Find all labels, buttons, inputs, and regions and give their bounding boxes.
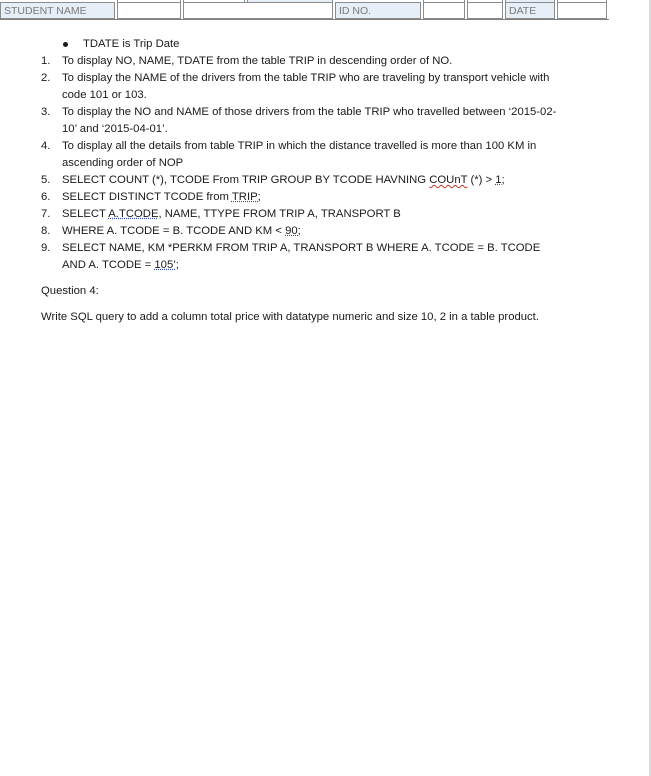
question-heading: Question 4: <box>41 285 99 297</box>
list-item <box>0 104 651 138</box>
item-number: 5. <box>41 174 51 186</box>
bullet-icon <box>63 42 68 47</box>
item-number: 1. <box>41 55 51 67</box>
list-item <box>0 189 651 206</box>
item-text-part: SELECT <box>62 208 109 220</box>
list-item <box>0 70 651 104</box>
item-number: 6. <box>41 191 51 203</box>
item-text: To display the NAME of the drivers from the table TRIP who are traveling by transport vehicle with code 101 or 103. <box>62 72 550 101</box>
item-text-part: , NAME, TTYPE FROM TRIP A, TRANSPORT B <box>158 208 401 220</box>
id-no-field[interactable] <box>423 2 465 19</box>
list-item <box>0 223 651 240</box>
item-number: 7. <box>41 208 51 220</box>
item-number: 4. <box>41 140 51 152</box>
document-body <box>0 36 651 326</box>
note-text: TDATE is Trip Date <box>83 38 180 50</box>
item-number: 2. <box>41 72 51 84</box>
note-bullet <box>0 36 651 53</box>
item-text: To display the NO and NAME of those drivers from the table TRIP who travelled between ‘2015-02-10’ and ‘2015-04-01’. <box>62 106 557 135</box>
item-text: To display NO, NAME, TDATE from the table TRIP in descending order of NO. <box>62 55 453 67</box>
item-text <box>62 242 540 271</box>
grammar-mark: TRIP; <box>231 191 261 203</box>
list-item <box>0 172 651 189</box>
item-text-part: WHERE A. TCODE = B. TCODE AND KM < <box>62 225 286 237</box>
list-item <box>0 240 651 274</box>
item-text-part: (*) > <box>467 174 496 186</box>
spelling-mark: COUnT <box>429 174 468 186</box>
item-text: To display all the details from table TRIP in which the distance travelled is more than 100 KM in ascending order of NOP <box>62 140 537 169</box>
id-no-field[interactable] <box>467 2 503 19</box>
student-name-label: STUDENT NAME <box>0 2 115 19</box>
item-text <box>62 174 505 186</box>
grammar-mark: A.TCODE <box>108 208 159 220</box>
item-text <box>62 208 401 220</box>
list-item <box>0 53 651 70</box>
item-text-part: SELECT NAME, KM *PERKM FROM TRIP A, TRANSPORT B WHERE A. TCODE = B. TCODE AND A. TCODE = <box>62 242 541 271</box>
date-field[interactable] <box>557 2 607 19</box>
id-no-label: ID NO. <box>335 2 421 19</box>
item-number: 3. <box>41 106 51 118</box>
item-text <box>62 225 301 237</box>
date-label: DATE <box>505 2 555 19</box>
grammar-mark: 105’; <box>154 259 179 271</box>
list-item <box>0 138 651 172</box>
student-name-field[interactable] <box>117 2 181 19</box>
item-text <box>62 191 261 203</box>
item-text-part: SELECT DISTINCT TCODE from <box>62 191 232 203</box>
list-item <box>0 206 651 223</box>
student-name-field[interactable] <box>183 2 333 19</box>
item-number: 8. <box>41 225 51 237</box>
grammar-mark: 1; <box>495 174 505 186</box>
question-text: Write SQL query to add a column total price with datatype numeric and size 10, 2 in a table product. <box>41 311 539 323</box>
grammar-mark: 90; <box>285 225 301 237</box>
item-text-part: SELECT COUNT (*), TCODE From TRIP GROUP BY TCODE HAVNING <box>62 174 430 186</box>
item-number: 9. <box>41 242 51 254</box>
header-table <box>0 0 609 20</box>
